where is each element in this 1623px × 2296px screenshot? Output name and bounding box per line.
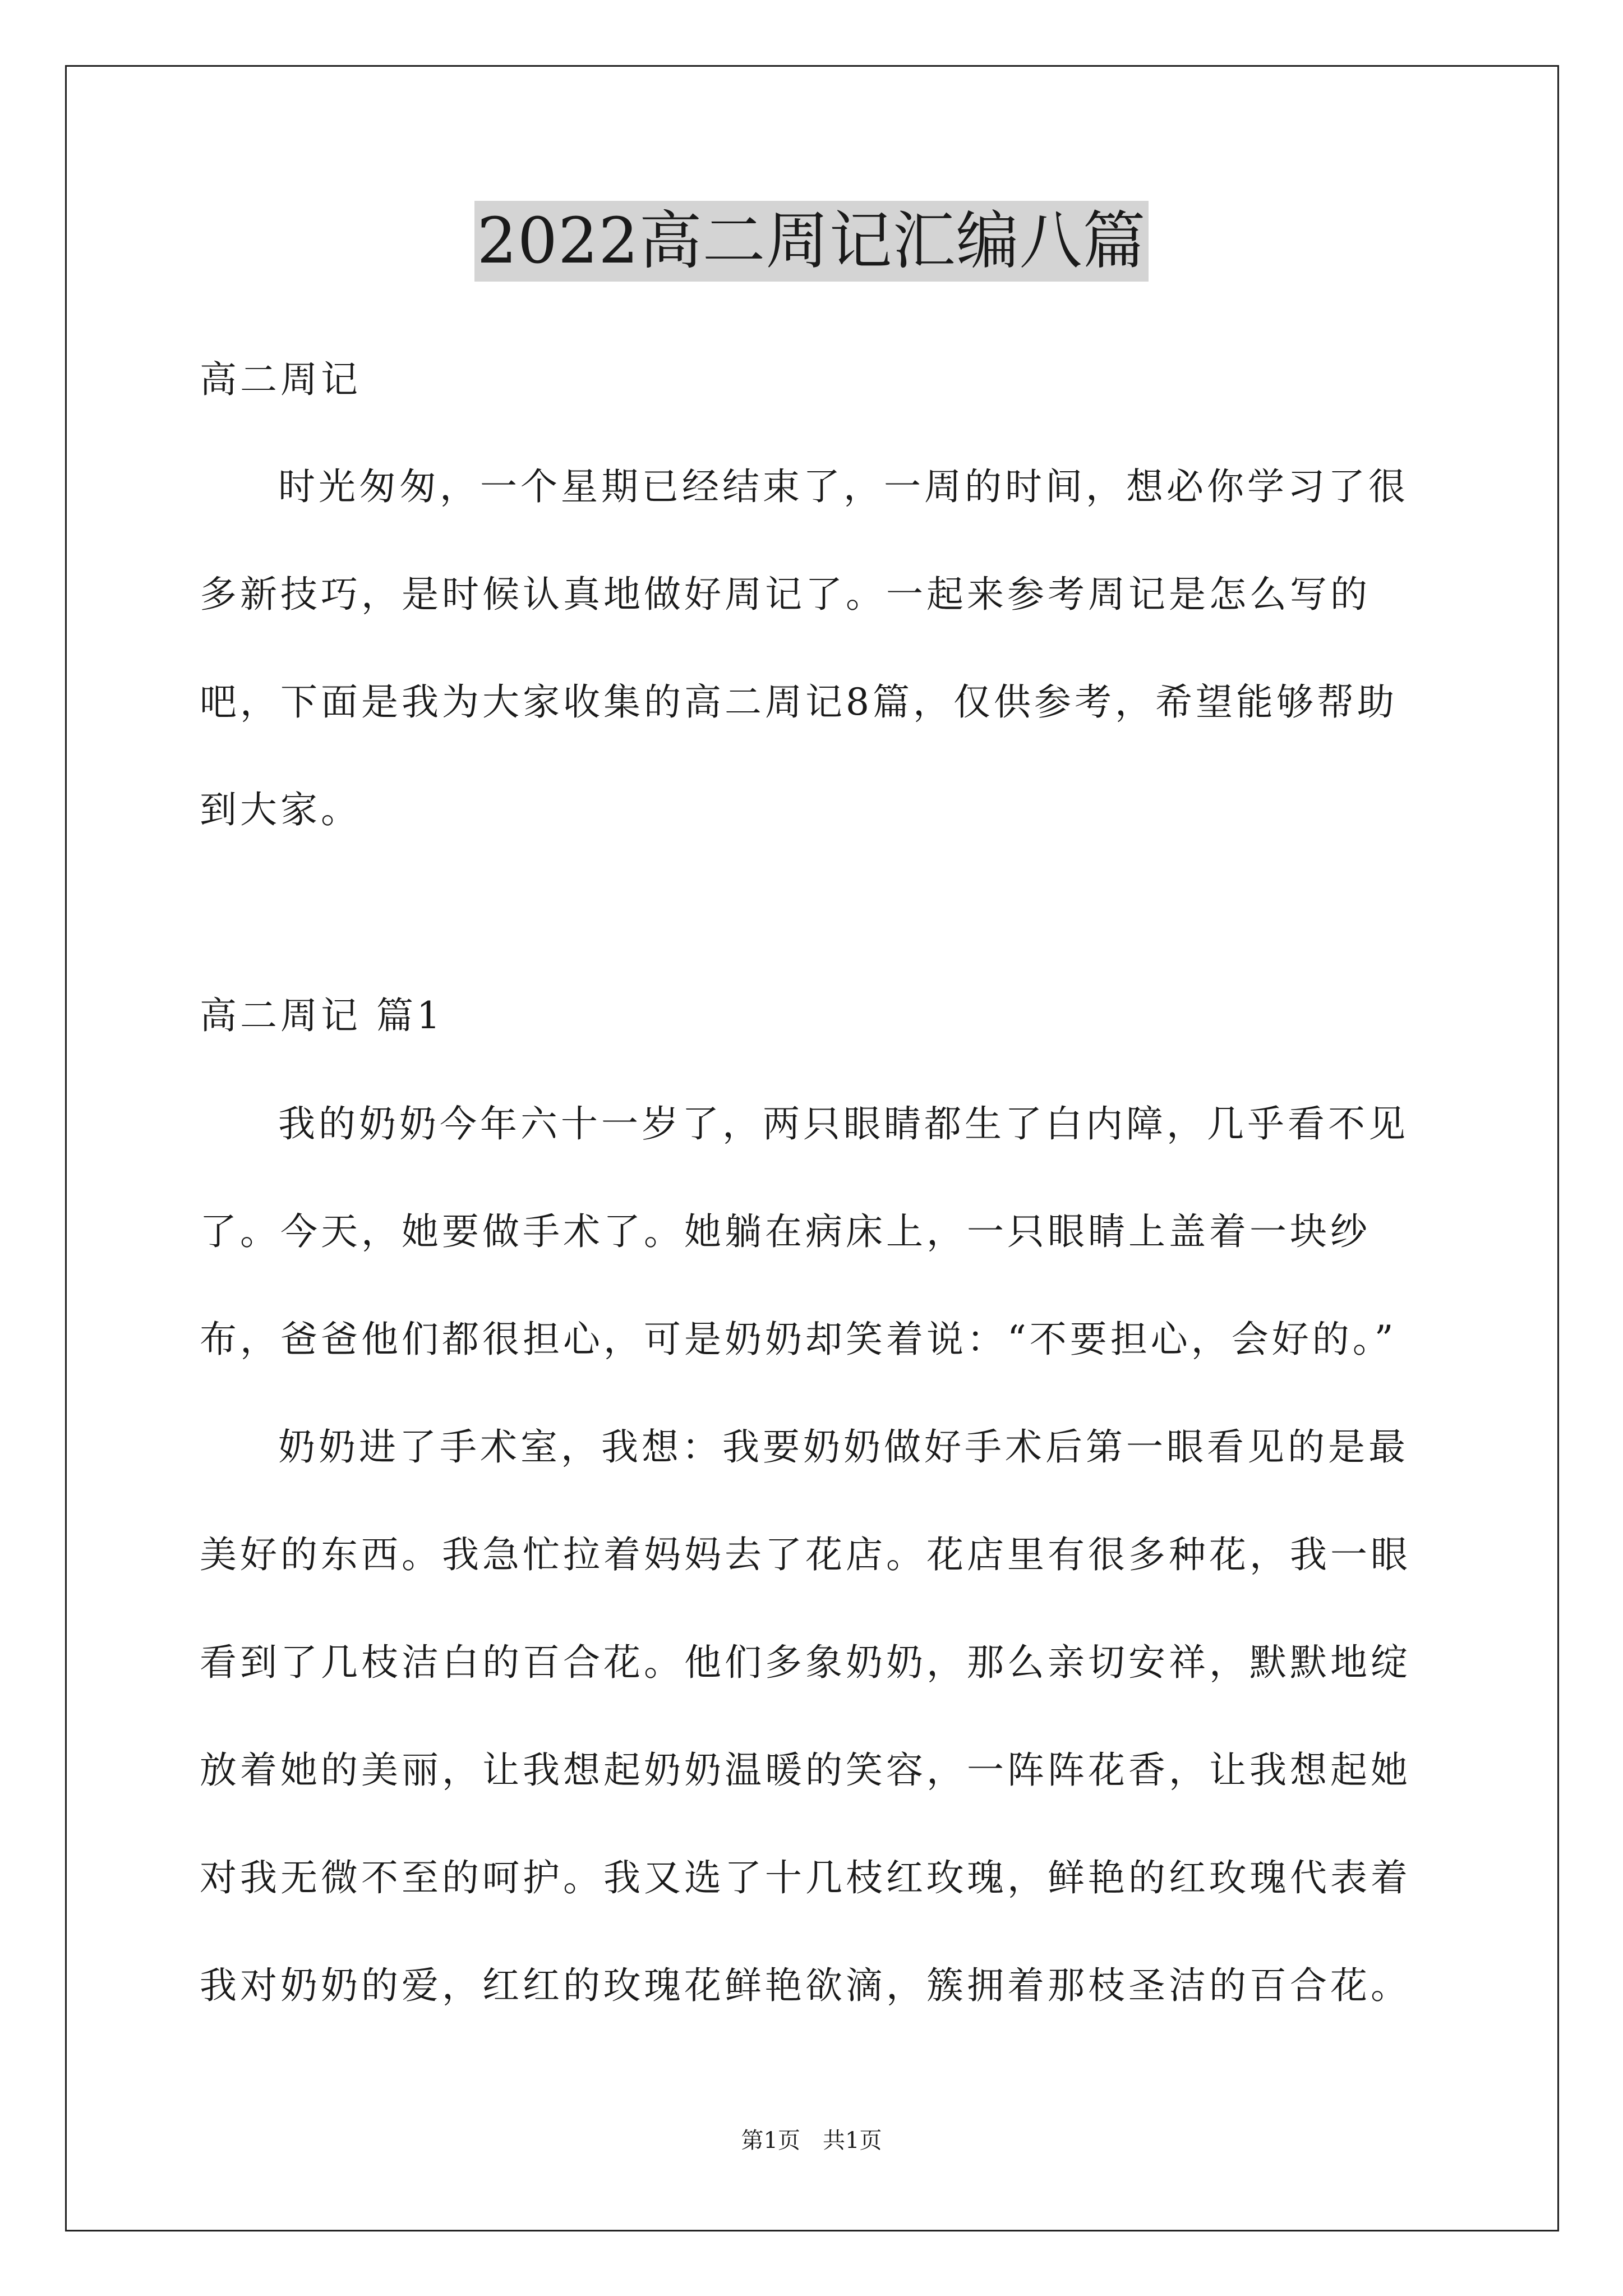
- section-paragraph-1: 我的奶奶今年六十一岁了，两只眼睛都生了白内障，几乎看不见了。今天，她要做手术了。她躺在病床上，一只眼睛上盖着一块纱布，爸爸他们都很担心，可是奶奶却笑着说：“不要担心，会好的。”: [200, 1102, 1409, 1361]
- document-title: [0, 201, 1623, 282]
- section-paragraph-2: 奶奶进了手术室，我想：我要奶奶做好手术后第一眼看见的是最美好的东西。我急忙拉着妈妈去了花店。花店里有很多种花，我一眼看到了几枝洁白的百合花。他们多象奶奶，那么亲切安祥，默默地绽放着她的美丽，让我想起奶奶温暖的笑容，一阵阵花香，让我想起她对我无微不至的呵护。我又选了十几枝红玫瑰，鲜艳的红玫瑰代表着我对奶奶的爱，红红的玫瑰花鲜艳欲滴，簇拥着那枝圣洁的百合花。: [200, 1425, 1411, 2007]
- page-footer: 第1页 共1页: [741, 2128, 882, 2154]
- document-title-text: 2022高二周记汇编八篇: [474, 201, 1148, 282]
- section-heading: 高二周记 篇1: [200, 994, 444, 1037]
- intro-heading: 高二周记: [200, 358, 361, 401]
- intro-paragraph: 时光匆匆，一个星期已经结束了，一周的时间，想必你学习了很多新技巧，是时候认真地做好周记了。一起来参考周记是怎么写的吧，下面是我为大家收集的高二周记8篇，仅供参考，希望能够帮助到大家。: [200, 465, 1409, 831]
